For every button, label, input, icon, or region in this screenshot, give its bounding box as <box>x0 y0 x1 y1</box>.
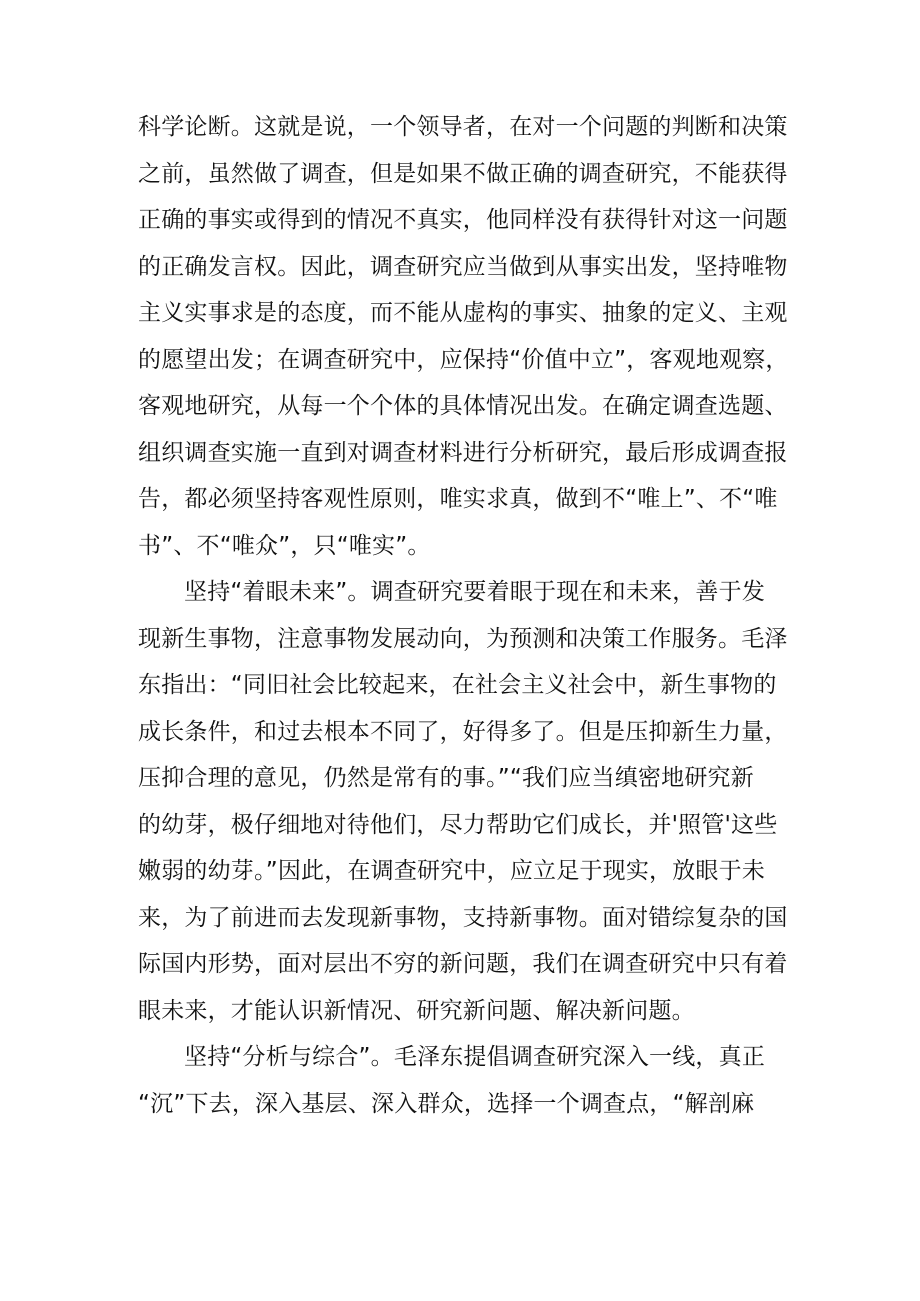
text-line: 的愿望出发；在调查研究中，应保持“价值中立”，客观地观察， <box>138 346 789 373</box>
text-line: 眼未来，才能认识新情况、研究新问题、解决新问题。 <box>138 997 695 1024</box>
text-line: 科学论断。这就是说，一个领导者，在对一个问题的判断和决策 <box>138 114 788 140</box>
paragraph-3 <box>138 1034 798 1127</box>
text-line: 来，为了前进而去发现新事物，支持新事物。面对错综复杂的国 <box>138 904 788 931</box>
document-body <box>138 104 798 1127</box>
text-line: 坚持“分析与综合”。毛泽东提倡调查研究深入一线，真正 <box>184 1044 766 1070</box>
text-line: “沉”下去，深入基层、深入群众，选择一个调查点，“解剖麻 <box>138 1090 755 1117</box>
text-line: 客观地研究，从每一个个体的具体情况出发。在确定调查选题、 <box>138 393 788 419</box>
text-line: 东指出：“同旧社会比较起来，在社会主义社会中，新生事物的 <box>138 672 777 698</box>
text-line: 组织调查实施一直到对调查材料进行分析研究，最后形成调查报 <box>138 439 788 466</box>
text-line: 主义实事求是的态度，而不能从虚构的事实、抽象的定义、主观 <box>138 300 788 326</box>
text-line: 的幼芽，极仔细地对待他们，尽力帮助它们成长，并'照管'这些 <box>138 811 778 838</box>
text-line: 坚持“着眼未来”。调查研究要着眼于现在和未来，善于发 <box>184 579 766 605</box>
paragraph-2 <box>138 569 798 1034</box>
text-line: 压抑合理的意见，仍然是常有的事。”“我们应当缜密地研究新 <box>138 765 754 791</box>
text-line: 正确的事实或得到的情况不真实，他同样没有获得针对这一问题 <box>138 207 788 233</box>
text-line: 成长条件，和过去根本不同了，好得多了。但是压抑新生力量， <box>138 718 788 745</box>
text-line: 书”、不“唯众”，只“唯实”。 <box>138 532 431 559</box>
paragraph-1 <box>138 104 798 569</box>
text-line: 际国内形势，面对层出不穷的新问题，我们在调查研究中只有着 <box>138 951 788 977</box>
text-line: 现新生事物，注意事物发展动向，为预测和决策工作服务。毛泽 <box>138 625 788 652</box>
text-line: 嫩弱的幼芽。”因此，在调查研究中，应立足于现实，放眼于未 <box>138 858 766 884</box>
text-line: 的正确发言权。因此，调查研究应当做到从事实出发，坚持唯物 <box>138 253 788 280</box>
text-line: 之前，虽然做了调查，但是如果不做正确的调查研究，不能获得 <box>138 160 788 187</box>
text-line: 告，都必须坚持客观性原则，唯实求真，做到不“唯上”、不“唯 <box>138 486 778 512</box>
